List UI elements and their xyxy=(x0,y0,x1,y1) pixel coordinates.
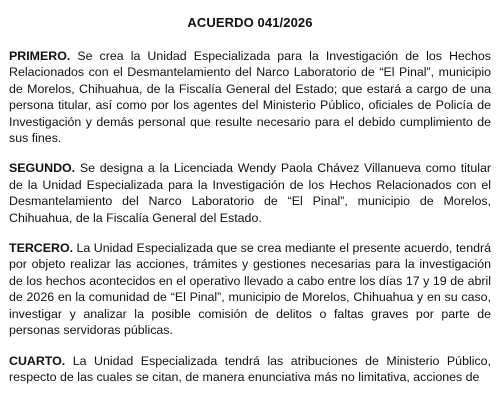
document-title: ACUERDO 041/2026 xyxy=(187,15,313,30)
paragraph-primero xyxy=(9,48,491,146)
paragraph-text: Se designa a la Licenciada Wendy Paola Chávez Villanueva como titular de la Unidad Especializada para la Investigación de los Hechos Relacionados con el Desmantelamiento del Narco Laboratorio de “El Pinal”, municipio de Morelos, Chihuahua, de la Fiscalía General del Estado. xyxy=(9,161,491,225)
paragraph-text: La Unidad Especializada tendrá las atribuciones de Ministerio Público, respecto de las cuales se citan, de manera enunciativa más no limitativa, acciones de xyxy=(9,353,491,384)
paragraph-text: La Unidad Especializada que se crea mediante el presente acuerdo, tendrá por objeto realizar las acciones, trámites y gestiones necesarias para la investigación de los hechos acontecidos en el operativo llevado a cabo entre los días 17 y 19 de abril de 2026 en la comunidad de “El Pinal”, municipio de Morelos, Chihuahua y en su caso, investigar y analizar la posible comisión de delitos o faltas graves por parte de personas servidoras públicas. xyxy=(9,241,491,338)
paragraph-lead: TERCERO. xyxy=(9,241,74,256)
paragraph-cuarto xyxy=(9,353,491,386)
paragraph-text: Se crea la Unidad Especializada para la Investigación de los Hechos Relacionados con el Desmantelamiento del Narco Laboratorio de “El Pinal”, municipio de Morelos, Chihuahua, de la Fiscalía General del Estado; que estará a cargo de una persona titular, así como por los agentes del Ministerio Público, oficiales de Policía de Investigación y demás personal que resulte necesario para el debido cumplimiento de sus fines. xyxy=(9,49,491,146)
paragraph-lead: PRIMERO. xyxy=(9,49,71,63)
paragraph-lead: CUARTO. xyxy=(9,353,66,368)
paragraph-segundo xyxy=(9,160,491,226)
paragraph-lead: SEGUNDO. xyxy=(9,161,76,176)
paragraph-tercero xyxy=(9,240,491,338)
